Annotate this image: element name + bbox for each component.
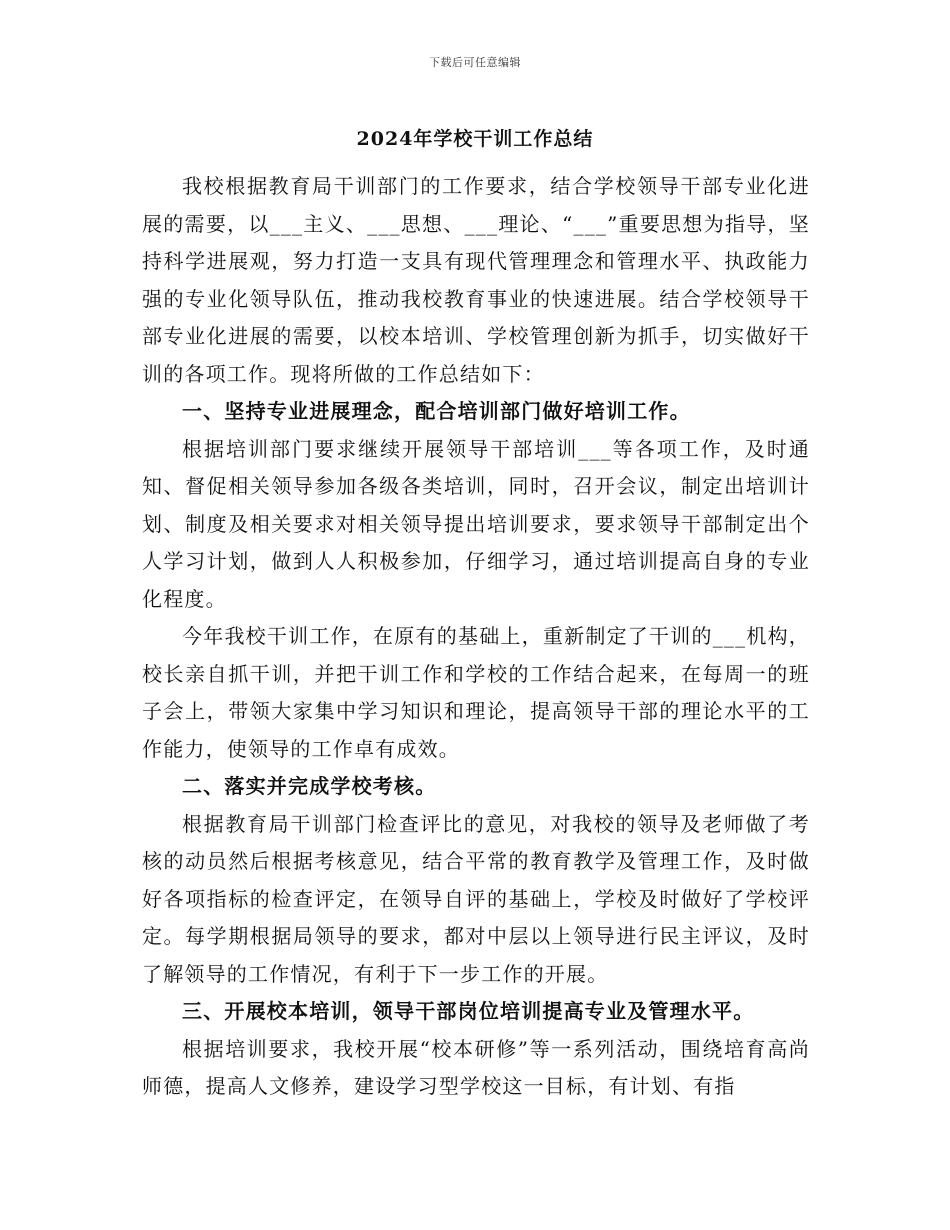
section-1-paragraph-2: 今年我校干训工作，在原有的基础上，重新制定了干训的___机构，校长亲自抓干训，并把干训工作和学校的工作结合起来，在每周一的班子会上，带领大家集中学习知识和理论，提高领导干部的理论水平的工作能力，使领导的工作卓有成效。 — [142, 624, 810, 761]
section-heading-2: 二、落实并完成学校考核。 — [182, 774, 437, 798]
document-title: 2024年学校干训工作总结 — [356, 128, 594, 150]
header-note: 下载后可任意编辑 — [429, 56, 521, 69]
section-2-paragraph-1: 根据教育局干训部门检查评比的意见，对我校的领导及老师做了考核的动员然后根据考核意见，结合平常的教育教学及管理工作，及时做好各项指标的检查评定，在领导自评的基础上，学校及时做好了学校评定。每学期根据局领导的要求，都对中层以上领导进行民主评议，及时了解领导的工作情况，有利于下一步工作的开展。 — [142, 811, 810, 986]
section-3-paragraph-1: 根据培训要求，我校开展“校本研修”等一系列活动，围绕培育高尚师德，提高人文修养，建设学习型学校这一目标，有计划、有指 — [142, 1036, 810, 1098]
section-heading-3: 三、开展校本培训，领导干部岗位培训提高专业及管理水平。 — [182, 999, 755, 1023]
section-1-paragraph-1: 根据培训部门要求继续开展领导干部培训___等各项工作，及时通知、督促相关领导参加各级各类培训，同时，召开会议，制定出培训计划、制度及相关要求对相关领导提出培训要求，要求领导干部制定出个人学习计划，做到人人积极参加，仔细学习，通过培训提高自身的专业化程度。 — [142, 436, 810, 611]
document-body — [142, 168, 810, 1106]
intro-paragraph: 我校根据教育局干训部门的工作要求，结合学校领导干部专业化进展的需要，以___主义、___思想、___理论、“___”重要思想为指导，坚持科学进展观，努力打造一支具有现代管理理念和管理水平、执政能力强的专业化领导队伍，推动我校教育事业的快速进展。结合学校领导干部专业化进展的需要，以校本培训、学校管理创新为抓手，切实做好干训的各项工作。现将所做的工作总结如下： — [142, 174, 810, 386]
section-heading-1: 一、坚持专业进展理念，配合培训部门做好培训工作。 — [182, 399, 691, 423]
